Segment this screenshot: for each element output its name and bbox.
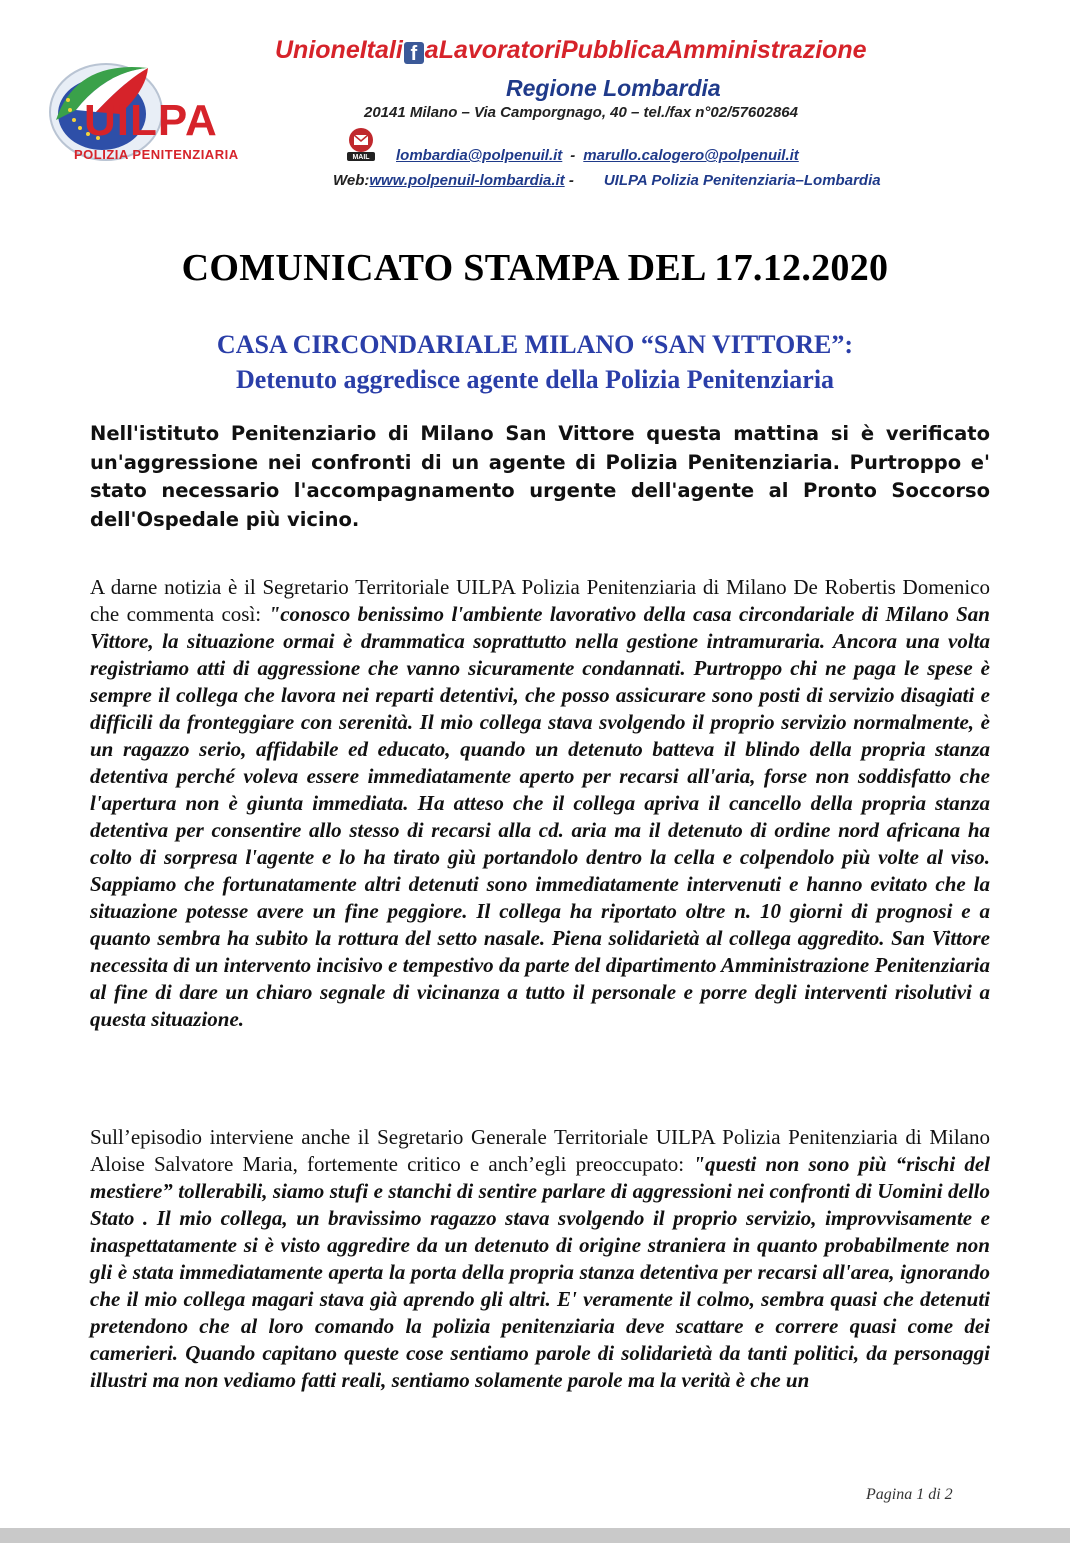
paragraph-1-quote: "conosco benissimo l'ambiente lavorativo della casa circondariale di Milano San Vittore, la situazione ormai è drammatica soprattutto nella gestione intramuraria. Ancora una volta registriamo atti di aggressione che vanno sicuramente condannati. Purtroppo chi ne paga le spese è sempre il collega che lavora nei reparti detentivi, che posso assicurare sono posti di servizio disagiati e difficili da fronteggiare con serenità. Il mio collega stava svolgendo il proprio servizio normalmente, è un ragazzo serio, affidabile ed educato, quando un detenuto batteva il blindo della propria stanza detentiva perché voleva essere immediatamente aperto per recarsi all'aria, forse non soddisfatto che l'apertura non è giunta immediata. Ha atteso che il collega apriva il cancello della propria stanza detentiva per consentire allo stesso di recarsi alla cd. aria ma il detenuto di ordine nord africana ha colto di sorpresa l'agente e lo ha tirato giù portandolo dentro la cella e colpendolo più volte al viso. Sappiamo che fortunatamente altri detenuti sono immediatamente intervenuti e hanno evitato che la situazione potesse avere un fine peggiore. Il collega ha riportato oltre n. 10 giorni di prognosi e a quanto sembra ha subito la rottura del setto nasale. Piena solidarietà al collega aggredito. San Vittore necessita di un intervento incisivo e tempestivo da parte del dipartimento Amministrazione Penitenziaria al fine di dare un chiaro segnale di vicinanza a tutto il personale e porre degli interventi risolutivi a questa situazione. [90,602,990,1031]
mail-icon [344,126,378,162]
paragraph-2-intro: Sull’episodio interviene anche il Segretario Generale Territoriale UILPA Polizia Penitenziaria di Milano Aloise Salvatore Maria, fortemente critico e anch’egli preoccupato: [90,1125,990,1176]
paragraph-2-quote: "questi non sono più “rischi del mestiere” tollerabili, siamo stufi e stanchi di sentire parlare di aggressioni nei confronti di Uomini dello Stato . Il mio collega, un bravissimo ragazzo stava svolgendo il proprio servizio, improvvisamente e inaspettatamente si è visto aggredire da un detenuto di origine straniera in quanto probabilmente non gli è stata immediatamente aperta la porta della propria stanza detentiva per recarsi all'area, ignorando che il mio collega magari stava già aprendo gli altri. E' veramente il colmo, sembra quasi che detenuti pretendono che al loro comando la polizia penitenziaria deve scattare e correre quasi come dei camerieri. Quando capitano queste cose sentiamo parole di solidarietà da tanti politici, da personaggi illustri ma non vediamo fatti reali, sentiamo solamente parole ma la verità è che un [90,1152,990,1392]
website-line [333,172,881,189]
organization-name [275,36,867,65]
address: 20141 Milano – Via Camporgnago, 40 – tel./fax n°02/57602864 [364,104,798,121]
mail-icon-label: MAIL [352,154,370,161]
document-title: COMUNICATO STAMPA DEL 17.12.2020 [181,247,889,289]
paragraph-2 [90,1124,990,1394]
subtitle-line-2: Detenuto aggredisce agente della Polizia Penitenziaria [235,365,835,394]
viewer-bottom-bar [0,1528,1070,1543]
website-link[interactable]: www.polpenuil-lombardia.it [369,172,565,189]
web-label: Web: [333,172,370,189]
email-separator: - [570,147,576,164]
org-part-2: aLavoratori [424,36,561,64]
subtitle-line-1: CASA CIRCONDARIALE MILANO “SAN VITTORE”: [216,330,854,359]
org-part-3: PubblicaAmministrazione [560,36,867,64]
email-link-2[interactable]: marullo.calogero@polpenuil.it [583,147,799,164]
paragraph-1-intro: A darne notizia è il Segretario Territoriale UILPA Polizia Penitenziaria di Milano De Robertis Domenico che commenta così: [90,575,990,626]
paragraph-1 [90,574,990,1033]
page-number: Pagina 1 di 2 [866,1486,953,1503]
contact-emails [396,147,799,164]
web-tagline: UILPA Polizia Penitenziaria–Lombardia [603,172,881,189]
email-link-1[interactable]: lombardia@polpenuil.it [396,147,563,164]
region-name: Regione Lombardia [506,75,721,101]
facebook-icon[interactable]: f [404,42,424,64]
lead-paragraph: Nell'istituto Penitenziario di Milano San Vittore questa mattina si è verificato un'aggressione nei confronti di un agente di Polizia Penitenziaria. Purtroppo e' stato necessario l'accompagnamento urgente dell'agente al Pronto Soccorso dell'Ospedale più vicino. [90,422,990,531]
web-separator: - [564,172,574,189]
org-part-1: UnioneItali [275,36,403,64]
logo-subtitle: POLIZIA PENITENZIARIA [74,147,239,162]
logo-wordmark: UILPA [84,96,218,145]
